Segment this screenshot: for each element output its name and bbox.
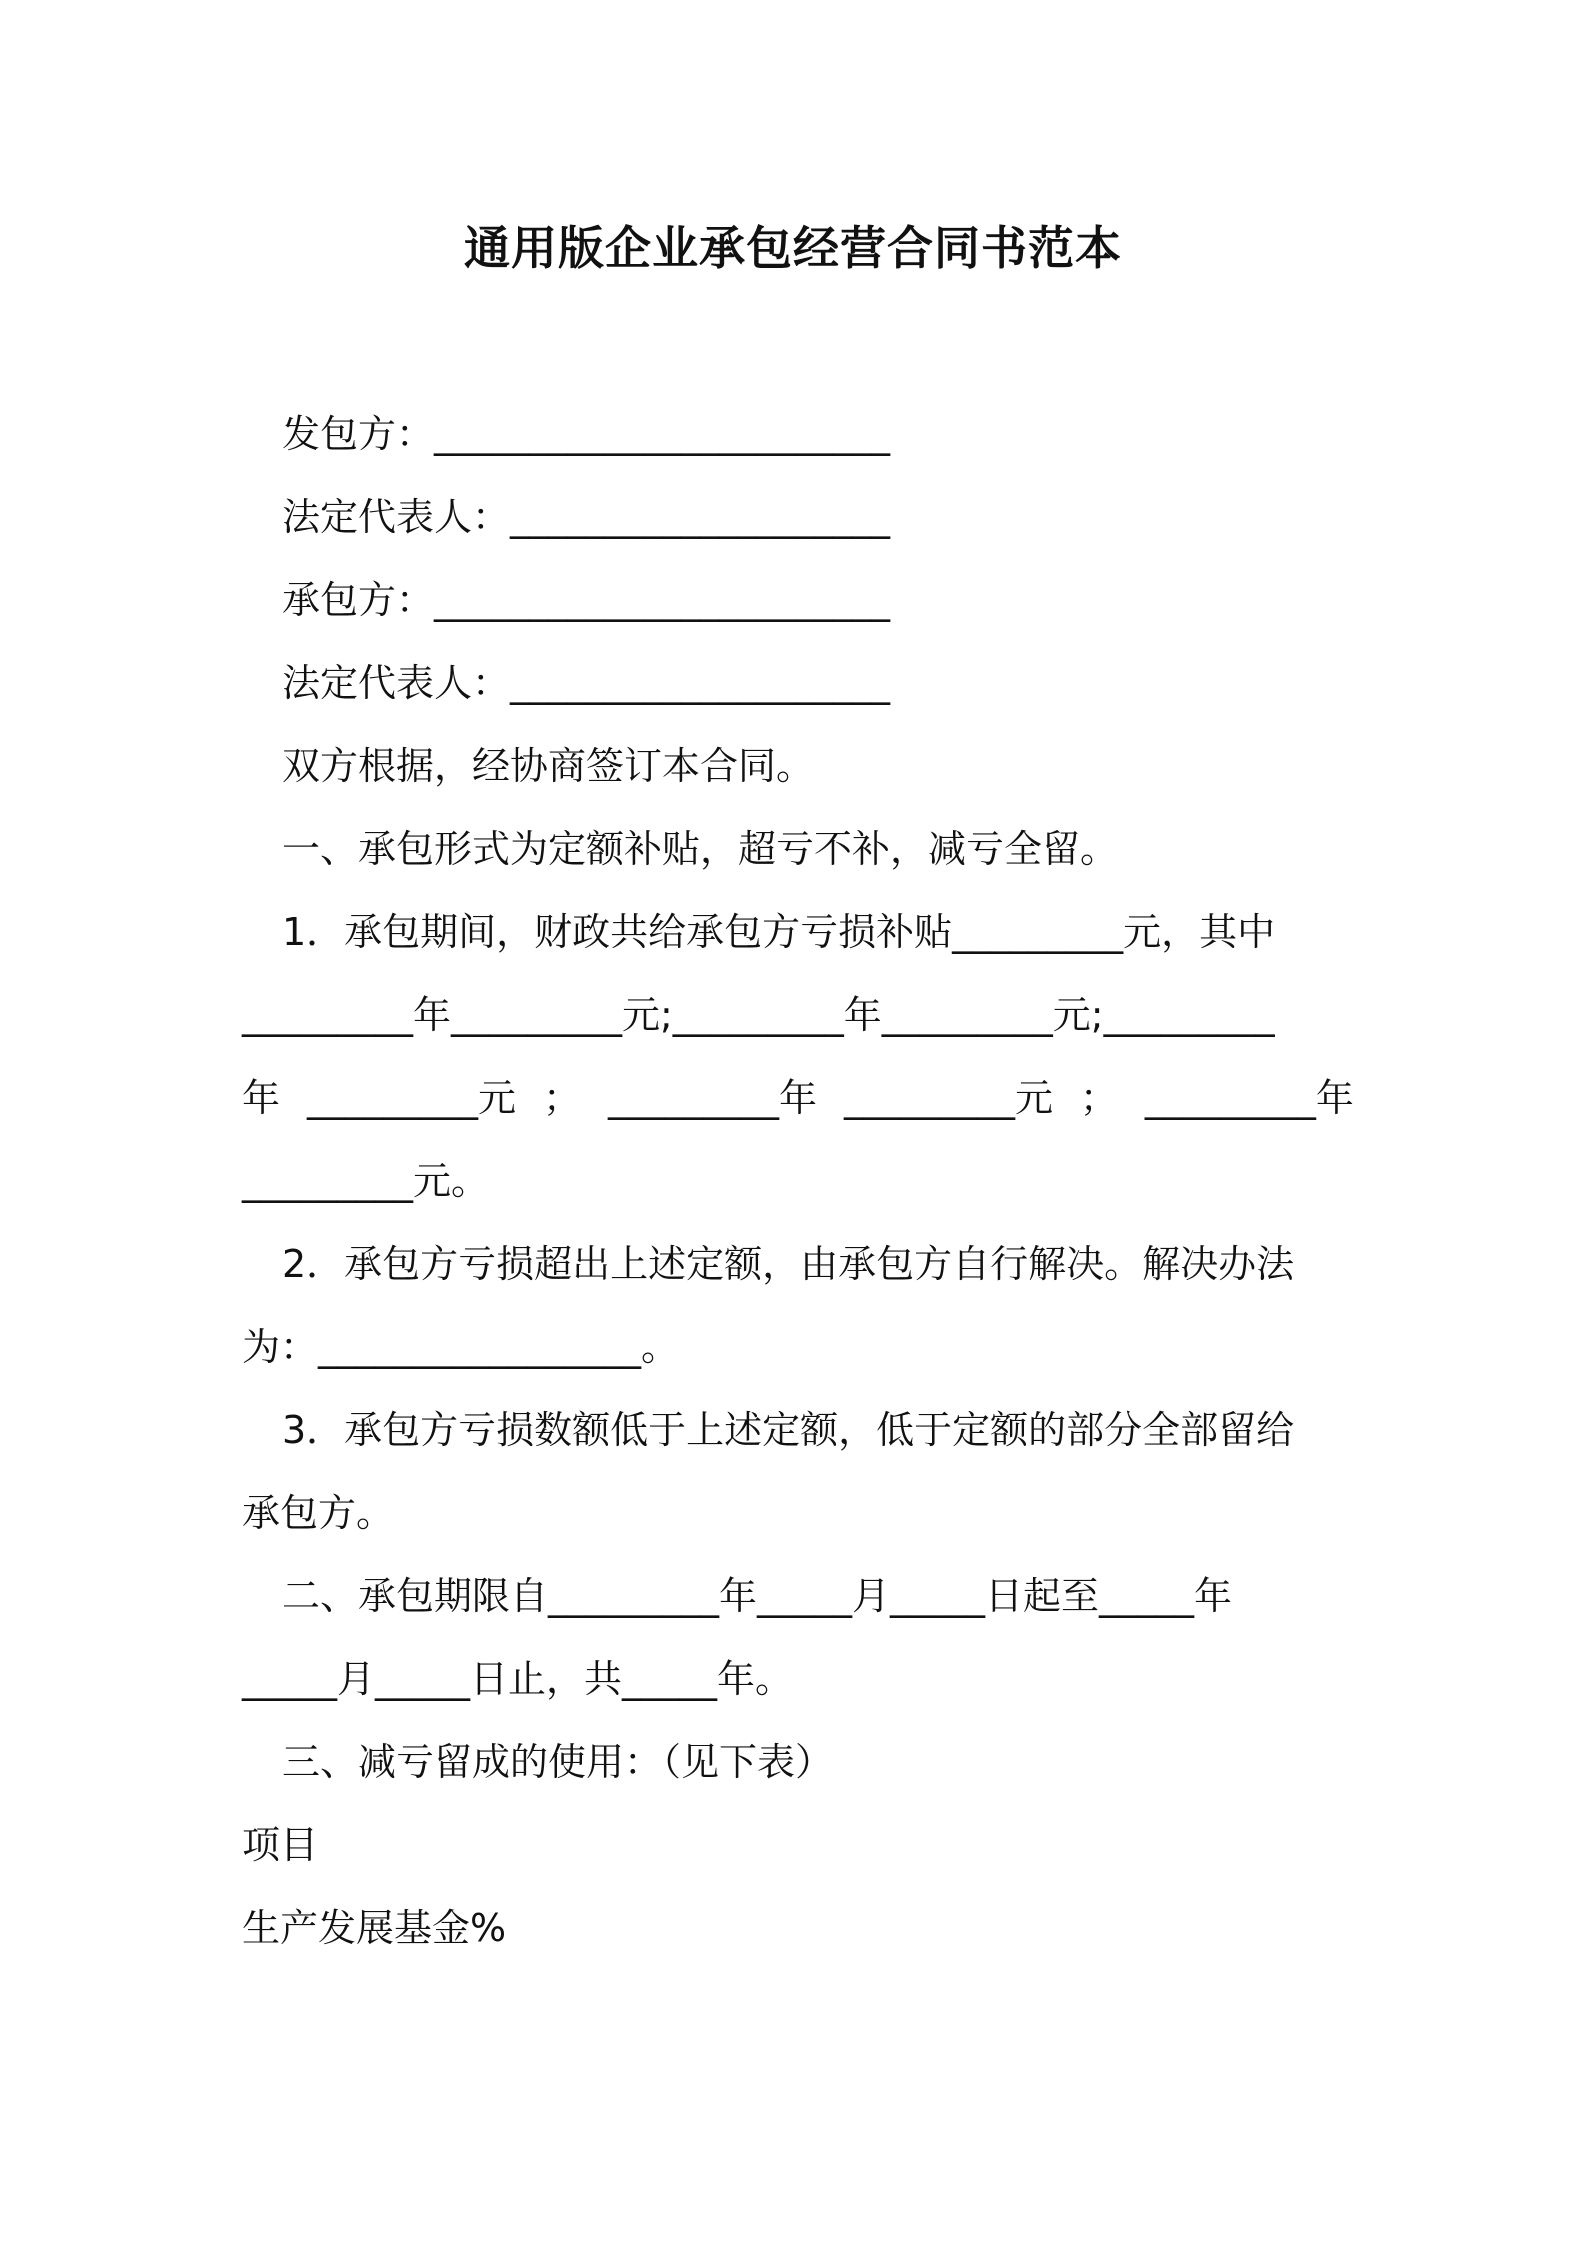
party-a-representative-line: 法定代表人：____________________ [282, 495, 891, 539]
clause-1-line-3 [242, 1068, 1354, 1128]
clause-1-line-4: _________元。 [242, 1159, 490, 1203]
clause-3-line-2: 承包方。 [242, 1491, 395, 1535]
intro-paragraph: 双方根据，经协商签订本合同。 [282, 744, 815, 788]
clause-1-line-3-part: 年 [242, 1076, 281, 1120]
clause-3-line-1: 3．承包方亏损数额低于上述定额，低于定额的部分全部留给 [282, 1408, 1295, 1452]
clause-2-line-2: 为：_________________。 [242, 1325, 680, 1369]
party-b-line: 承包方：________________________ [282, 578, 891, 622]
party-b-representative-line: 法定代表人：____________________ [282, 661, 891, 705]
clause-1-line-3-part: _________年 [607, 1076, 817, 1120]
clause-1-line-3-part: ； [1079, 1076, 1118, 1120]
clause-1-line-2: _________年_________元;_________年_________元;_________ [242, 993, 1275, 1037]
clause-1-line-3-part: ； [542, 1076, 581, 1120]
clause-1-line-1: 1．承包期间，财政共给承包方亏损补贴_________元，其中 [282, 910, 1276, 954]
table-row-development-fund: 生产发展基金% [242, 1906, 507, 1950]
party-a-line: 发包方：________________________ [282, 412, 891, 456]
section-3-heading: 三、减亏留成的使用：（见下表） [282, 1740, 834, 1784]
document-title: 通用版企业承包经营合同书范本 [464, 221, 1122, 275]
section-2-line-1: 二、承包期限自_________年_____月_____日起至_____年 [282, 1574, 1233, 1618]
clause-1-line-3-part: _________元 [843, 1076, 1053, 1120]
clause-2-line-1: 2．承包方亏损超出上述定额，由承包方自行解决。解决办法 [282, 1242, 1295, 1286]
section-1-heading: 一、承包形式为定额补贴，超亏不补，减亏全留。 [282, 827, 1119, 871]
clause-1-line-3-part: _________元 [306, 1076, 516, 1120]
table-row-item: 项目 [242, 1823, 319, 1867]
clause-1-line-3-part: _________年 [1144, 1076, 1354, 1120]
section-2-line-2: _____月_____日止，共_____年。 [242, 1657, 794, 1701]
